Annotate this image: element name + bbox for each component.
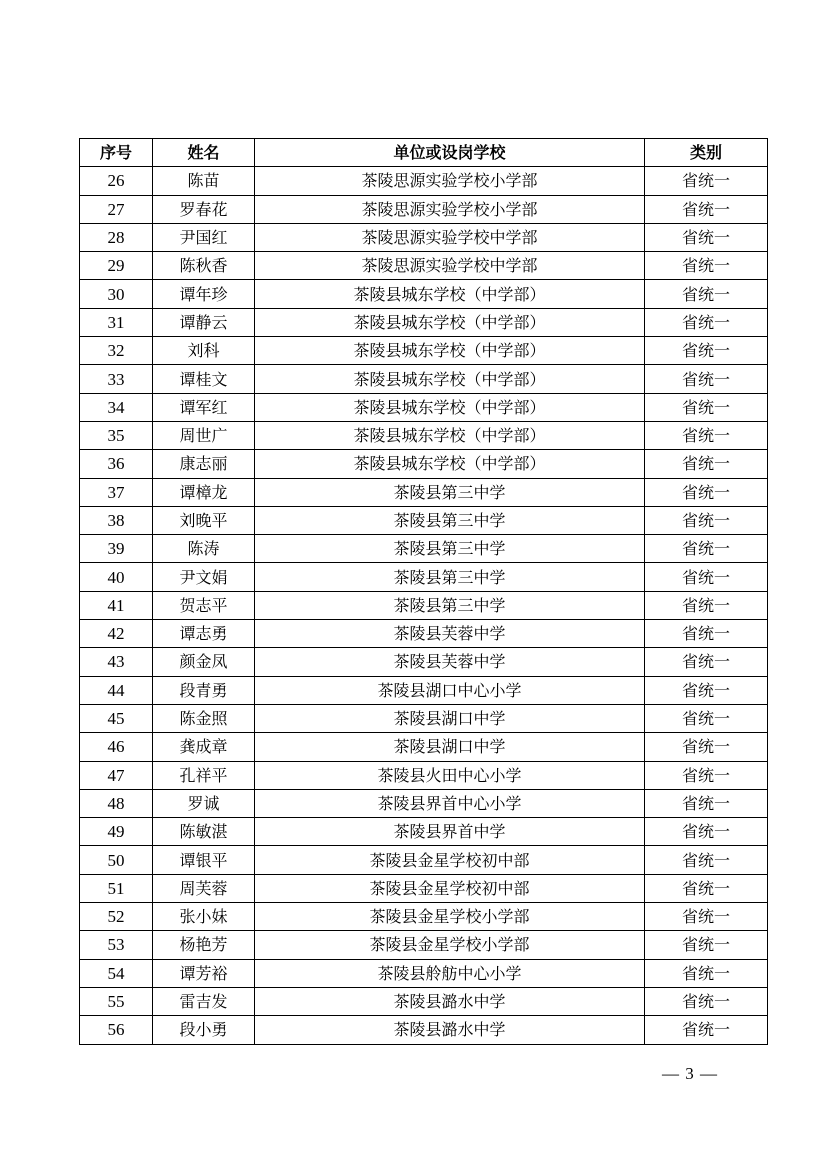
header-name: 姓名: [153, 139, 255, 167]
cell-unit: 茶陵县城东学校（中学部）: [255, 421, 645, 449]
cell-seq: 31: [80, 308, 153, 336]
cell-unit: 茶陵县潞水中学: [255, 1016, 645, 1044]
cell-unit: 茶陵县第三中学: [255, 563, 645, 591]
cell-unit: 茶陵县湖口中学: [255, 704, 645, 732]
table-row: [80, 563, 768, 591]
cell-category: 省统一: [645, 676, 768, 704]
cell-seq: 33: [80, 365, 153, 393]
cell-unit: 茶陵思源实验学校小学部: [255, 195, 645, 223]
cell-seq: 46: [80, 733, 153, 761]
table-row: [80, 478, 768, 506]
cell-seq: 47: [80, 761, 153, 789]
cell-unit: 茶陵县第三中学: [255, 591, 645, 619]
cell-unit: 茶陵思源实验学校中学部: [255, 252, 645, 280]
table-row: [80, 535, 768, 563]
cell-unit: 茶陵县芙蓉中学: [255, 620, 645, 648]
table-row: [80, 280, 768, 308]
cell-unit: 茶陵县城东学校（中学部）: [255, 337, 645, 365]
cell-seq: 45: [80, 704, 153, 732]
cell-unit: 茶陵县第三中学: [255, 506, 645, 534]
header-seq: 序号: [80, 139, 153, 167]
cell-unit: 茶陵县城东学校（中学部）: [255, 308, 645, 336]
table-row: [80, 959, 768, 987]
cell-name: 杨艳芳: [153, 931, 255, 959]
cell-name: 颜金凤: [153, 648, 255, 676]
cell-category: 省统一: [645, 789, 768, 817]
cell-unit: 茶陵县金星学校初中部: [255, 874, 645, 902]
cell-name: 孔祥平: [153, 761, 255, 789]
cell-category: 省统一: [645, 280, 768, 308]
cell-unit: 茶陵县城东学校（中学部）: [255, 450, 645, 478]
cell-seq: 43: [80, 648, 153, 676]
cell-name: 陈敏湛: [153, 818, 255, 846]
cell-category: 省统一: [645, 591, 768, 619]
cell-category: 省统一: [645, 535, 768, 563]
cell-name: 段青勇: [153, 676, 255, 704]
cell-category: 省统一: [645, 931, 768, 959]
cell-category: 省统一: [645, 506, 768, 534]
table-body: [80, 167, 768, 1044]
cell-name: 康志丽: [153, 450, 255, 478]
cell-category: 省统一: [645, 167, 768, 195]
cell-category: 省统一: [645, 365, 768, 393]
cell-unit: 茶陵县金星学校初中部: [255, 846, 645, 874]
cell-seq: 50: [80, 846, 153, 874]
cell-category: 省统一: [645, 308, 768, 336]
table-row: [80, 1016, 768, 1044]
cell-unit: 茶陵思源实验学校中学部: [255, 223, 645, 251]
cell-name: 尹国红: [153, 223, 255, 251]
cell-seq: 49: [80, 818, 153, 846]
cell-seq: 48: [80, 789, 153, 817]
cell-seq: 41: [80, 591, 153, 619]
cell-unit: 茶陵县第三中学: [255, 535, 645, 563]
table-row: [80, 620, 768, 648]
cell-name: 谭军红: [153, 393, 255, 421]
cell-category: 省统一: [645, 903, 768, 931]
table-row: [80, 421, 768, 449]
table-row: [80, 987, 768, 1015]
table-row: [80, 761, 768, 789]
cell-name: 贺志平: [153, 591, 255, 619]
cell-name: 周世广: [153, 421, 255, 449]
cell-seq: 28: [80, 223, 153, 251]
cell-category: 省统一: [645, 704, 768, 732]
cell-unit: 茶陵县潞水中学: [255, 987, 645, 1015]
cell-seq: 27: [80, 195, 153, 223]
cell-unit: 茶陵县界首中心小学: [255, 789, 645, 817]
cell-category: 省统一: [645, 959, 768, 987]
table-row: [80, 648, 768, 676]
cell-seq: 36: [80, 450, 153, 478]
table-row: [80, 818, 768, 846]
page-number: — 3 —: [662, 1064, 718, 1083]
table-row: [80, 167, 768, 195]
cell-seq: 35: [80, 421, 153, 449]
cell-seq: 26: [80, 167, 153, 195]
cell-seq: 51: [80, 874, 153, 902]
cell-unit: 茶陵县金星学校小学部: [255, 903, 645, 931]
cell-name: 陈金照: [153, 704, 255, 732]
cell-seq: 37: [80, 478, 153, 506]
cell-name: 陈苗: [153, 167, 255, 195]
cell-seq: 40: [80, 563, 153, 591]
cell-seq: 53: [80, 931, 153, 959]
cell-unit: 茶陵县湖口中学: [255, 733, 645, 761]
cell-unit: 茶陵县芙蓉中学: [255, 648, 645, 676]
table-row: [80, 704, 768, 732]
table-row: [80, 337, 768, 365]
cell-category: 省统一: [645, 450, 768, 478]
table-row: [80, 846, 768, 874]
cell-seq: 38: [80, 506, 153, 534]
table-row: [80, 223, 768, 251]
cell-name: 雷吉发: [153, 987, 255, 1015]
table-row: [80, 591, 768, 619]
cell-seq: 34: [80, 393, 153, 421]
cell-name: 谭静云: [153, 308, 255, 336]
cell-seq: 54: [80, 959, 153, 987]
cell-category: 省统一: [645, 648, 768, 676]
table-row: [80, 252, 768, 280]
cell-category: 省统一: [645, 874, 768, 902]
cell-name: 陈涛: [153, 535, 255, 563]
cell-category: 省统一: [645, 818, 768, 846]
cell-name: 罗春花: [153, 195, 255, 223]
cell-name: 龚成章: [153, 733, 255, 761]
table-row: [80, 450, 768, 478]
cell-category: 省统一: [645, 195, 768, 223]
cell-seq: 29: [80, 252, 153, 280]
cell-name: 罗诚: [153, 789, 255, 817]
table-row: [80, 676, 768, 704]
cell-seq: 39: [80, 535, 153, 563]
cell-unit: 茶陵县界首中学: [255, 818, 645, 846]
cell-name: 刘晚平: [153, 506, 255, 534]
roster-table-container: [79, 138, 767, 1045]
cell-unit: 茶陵县湖口中心小学: [255, 676, 645, 704]
cell-category: 省统一: [645, 1016, 768, 1044]
cell-name: 周芙蓉: [153, 874, 255, 902]
table-header-row: [80, 139, 768, 167]
table-row: [80, 903, 768, 931]
cell-name: 陈秋香: [153, 252, 255, 280]
cell-name: 谭桂文: [153, 365, 255, 393]
cell-seq: 55: [80, 987, 153, 1015]
cell-seq: 44: [80, 676, 153, 704]
cell-category: 省统一: [645, 478, 768, 506]
header-unit: 单位或设岗学校: [255, 139, 645, 167]
cell-name: 段小勇: [153, 1016, 255, 1044]
cell-category: 省统一: [645, 733, 768, 761]
cell-unit: 茶陵思源实验学校小学部: [255, 167, 645, 195]
cell-category: 省统一: [645, 987, 768, 1015]
cell-category: 省统一: [645, 252, 768, 280]
roster-table: [79, 138, 768, 1045]
cell-unit: 茶陵县金星学校小学部: [255, 931, 645, 959]
cell-unit: 茶陵县城东学校（中学部）: [255, 280, 645, 308]
cell-name: 尹文娟: [153, 563, 255, 591]
cell-category: 省统一: [645, 337, 768, 365]
cell-name: 张小妹: [153, 903, 255, 931]
cell-unit: 茶陵县城东学校（中学部）: [255, 393, 645, 421]
table-row: [80, 308, 768, 336]
cell-unit: 茶陵县火田中心小学: [255, 761, 645, 789]
table-row: [80, 393, 768, 421]
cell-category: 省统一: [645, 846, 768, 874]
cell-seq: 42: [80, 620, 153, 648]
table-row: [80, 931, 768, 959]
cell-unit: 茶陵县城东学校（中学部）: [255, 365, 645, 393]
cell-category: 省统一: [645, 761, 768, 789]
cell-name: 谭银平: [153, 846, 255, 874]
header-category: 类别: [645, 139, 768, 167]
cell-unit: 茶陵县第三中学: [255, 478, 645, 506]
table-row: [80, 365, 768, 393]
cell-seq: 30: [80, 280, 153, 308]
table-row: [80, 195, 768, 223]
cell-name: 谭芳裕: [153, 959, 255, 987]
cell-seq: 52: [80, 903, 153, 931]
cell-name: 谭年珍: [153, 280, 255, 308]
cell-name: 谭樟龙: [153, 478, 255, 506]
cell-unit: 茶陵县舲舫中心小学: [255, 959, 645, 987]
table-row: [80, 733, 768, 761]
cell-category: 省统一: [645, 563, 768, 591]
cell-category: 省统一: [645, 223, 768, 251]
table-row: [80, 789, 768, 817]
table-row: [80, 874, 768, 902]
cell-seq: 32: [80, 337, 153, 365]
cell-category: 省统一: [645, 393, 768, 421]
table-row: [80, 506, 768, 534]
cell-category: 省统一: [645, 421, 768, 449]
cell-name: 刘科: [153, 337, 255, 365]
cell-name: 谭志勇: [153, 620, 255, 648]
cell-category: 省统一: [645, 620, 768, 648]
cell-seq: 56: [80, 1016, 153, 1044]
